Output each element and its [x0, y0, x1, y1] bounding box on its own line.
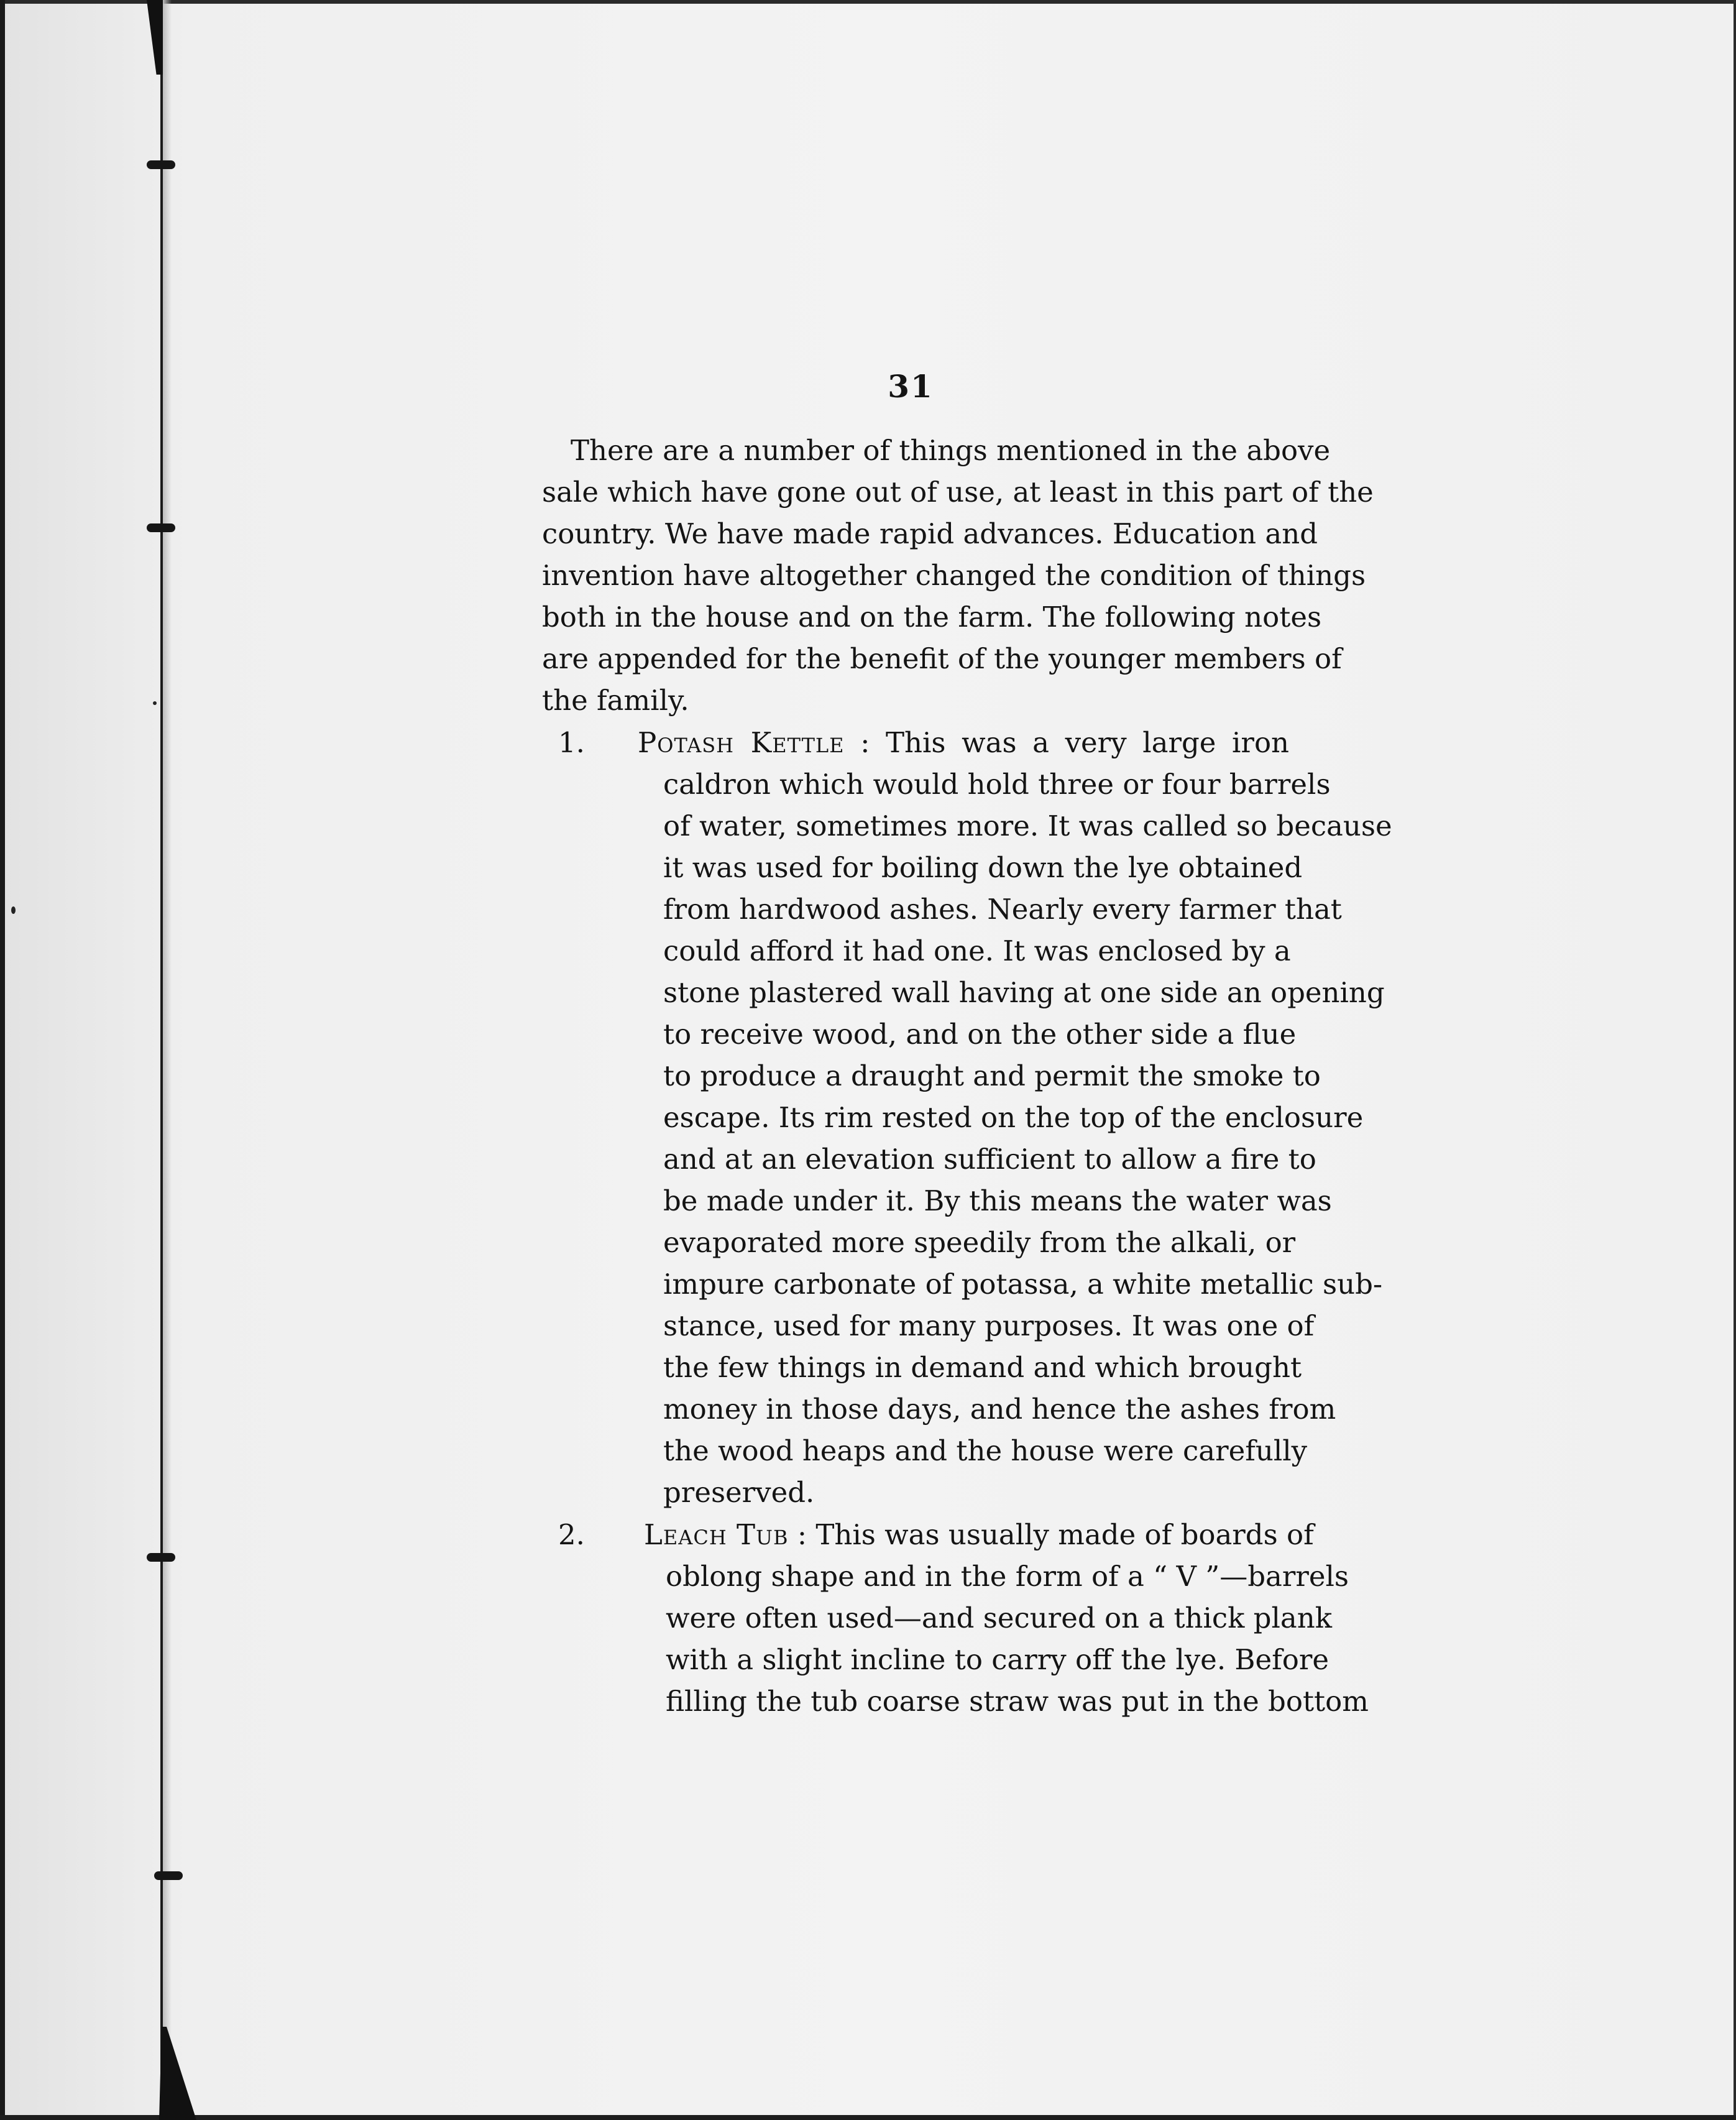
- item-line: from hardwood ashes. Nearly every farmer that: [663, 893, 1342, 926]
- item-line: to produce a draught and permit the smoke to: [663, 1059, 1321, 1092]
- item-heading-line: [638, 722, 1289, 763]
- item-line: of water, sometimes more. It was called so because: [663, 809, 1392, 842]
- item-line: evaporated more speedily from the alkali, or: [663, 1226, 1296, 1259]
- item-number: 2.: [558, 1518, 585, 1551]
- item-line: were often used—and secured on a thick plank: [666, 1602, 1332, 1634]
- item-line: to receive wood, and on the other side a flue: [663, 1018, 1297, 1051]
- item-line: preserved.: [663, 1476, 815, 1509]
- intro-line: There are a number of things mentioned in the above: [571, 434, 1331, 467]
- item-line: it was used for boiling down the lye obtained: [663, 851, 1303, 884]
- item-number: 1.: [558, 726, 585, 759]
- item-line: stone plastered wall having at one side an opening: [663, 976, 1385, 1009]
- item-line: money in those days, and hence the ashes from: [663, 1393, 1336, 1426]
- intro-line: are appended for the benefit of the younger members of: [542, 642, 1342, 675]
- item-line: the wood heaps and the house were carefully: [663, 1434, 1308, 1467]
- intro-line: the family.: [542, 684, 689, 717]
- item-term-separator: :: [860, 726, 870, 759]
- item-line: oblong shape and in the form of a “ V ”—barrels: [666, 1560, 1349, 1593]
- item-term: Potash Kettle: [638, 726, 845, 759]
- item-line: and at an elevation sufficient to allow a fire to: [663, 1143, 1316, 1176]
- item-line: filling the tub coarse straw was put in the bottom: [666, 1685, 1369, 1718]
- intro-line: invention have altogether changed the condition of things: [542, 559, 1366, 592]
- item-line: impure carbonate of potassa, a white metallic sub-: [663, 1268, 1383, 1301]
- intro-line: country. We have made rapid advances. Education and: [542, 517, 1318, 550]
- item-line: be made under it. By this means the water was: [663, 1184, 1332, 1217]
- item-line: the few things in demand and which brought: [663, 1351, 1302, 1384]
- page-number: 31: [888, 368, 934, 405]
- item-line: could afford it had one. It was enclosed by a: [663, 934, 1291, 967]
- intro-line: sale which have gone out of use, at least in this part of the: [542, 476, 1374, 509]
- item-line: with a slight incline to carry off the lye. Before: [666, 1643, 1330, 1676]
- item-term: Leach Tub: [644, 1518, 789, 1551]
- item-term-separator: :: [797, 1518, 807, 1551]
- item-line: escape. Its rim rested on the top of the enclosure: [663, 1101, 1364, 1134]
- item-line: caldron which would hold three or four barrels: [663, 768, 1331, 801]
- item-line: stance, used for many purposes. It was one of: [663, 1309, 1315, 1342]
- item-heading-line: [644, 1514, 1314, 1555]
- item-first-line-text: This was a very large iron: [886, 726, 1290, 759]
- intro-line: both in the house and on the farm. The following notes: [542, 601, 1322, 634]
- item-first-line-text: This was usually made of boards of: [815, 1518, 1314, 1551]
